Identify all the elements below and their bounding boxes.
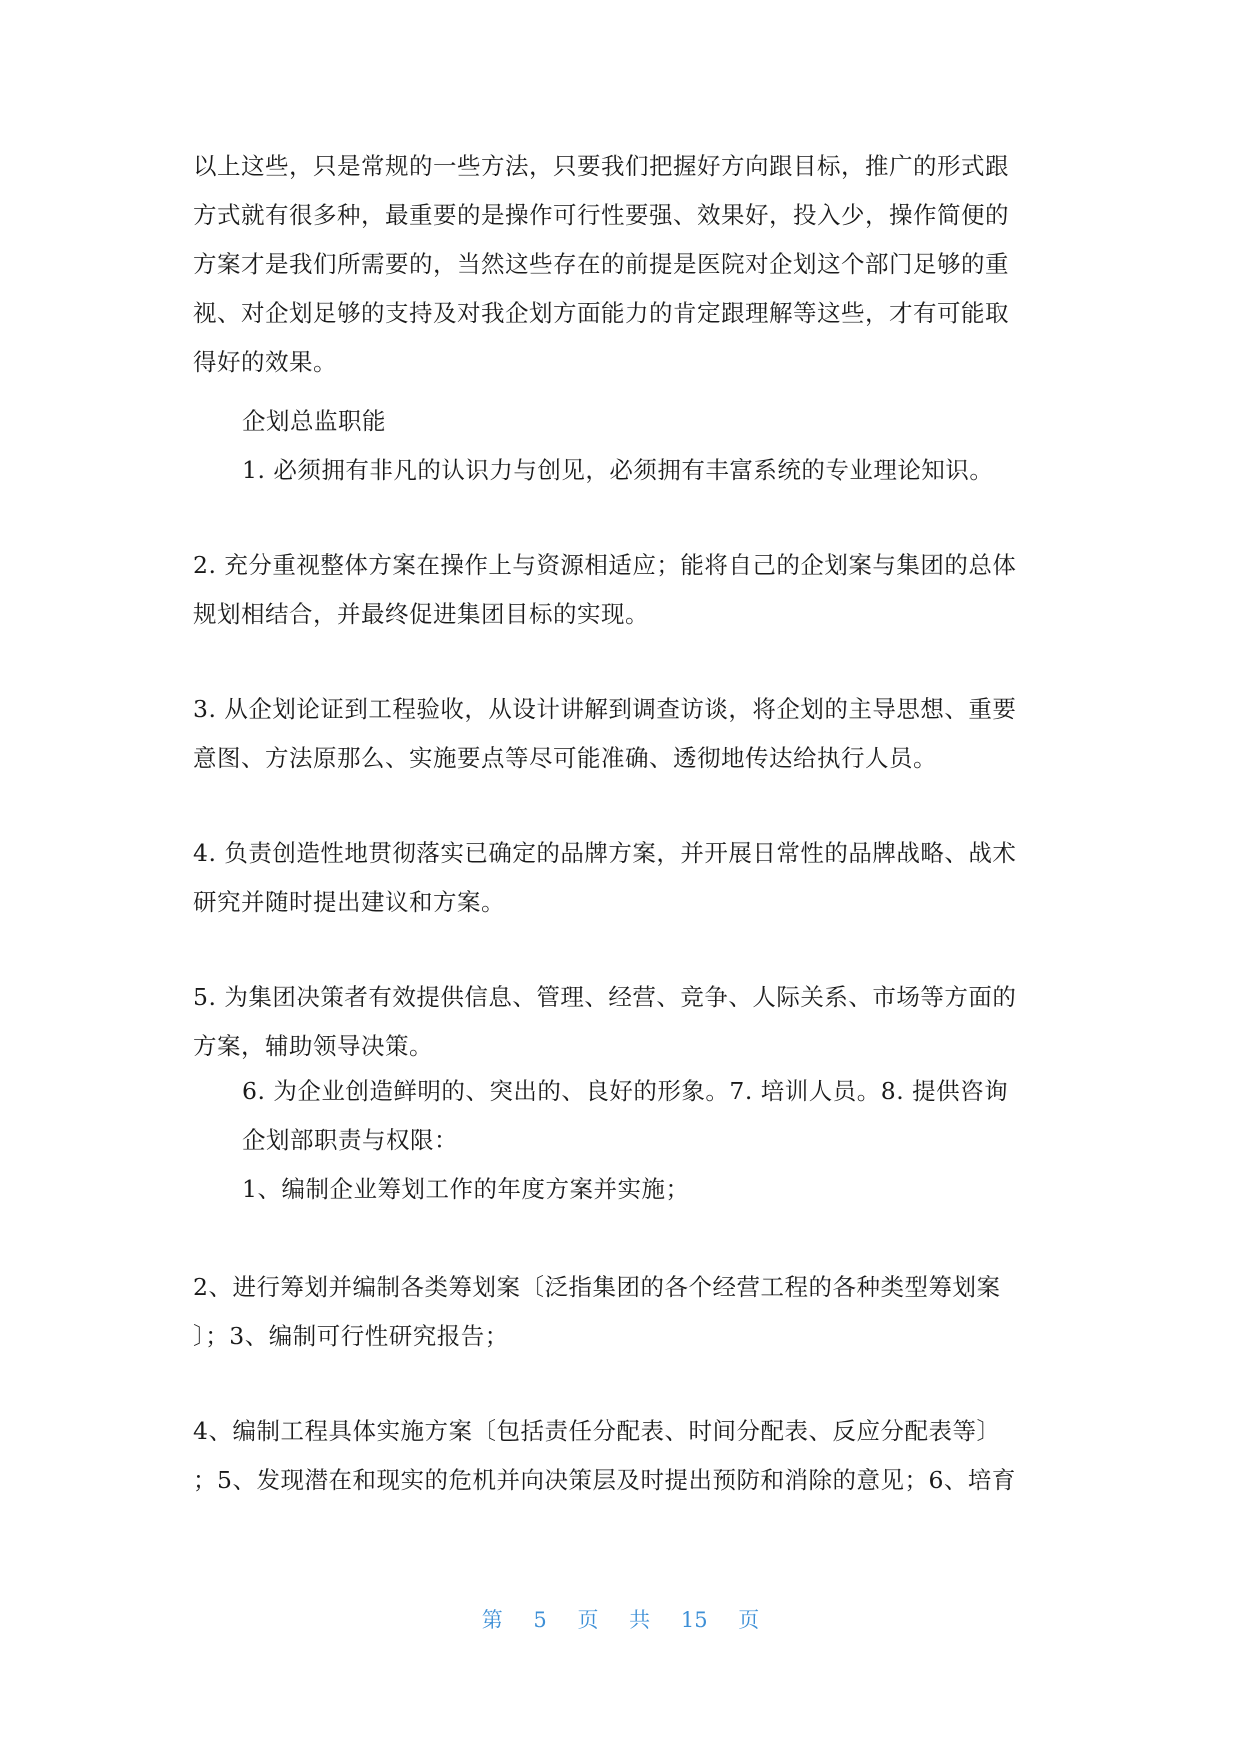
paragraph-line: 方式就有很多种，最重要的是操作可行性要强、效果好，投入少，操作简便的 xyxy=(193,201,1009,229)
paragraph-line: 规划相结合，并最终促进集团目标的实现。 xyxy=(193,600,649,628)
paragraph-line: 视、对企划足够的支持及对我企划方面能力的肯定跟理解等这些，才有可能取 xyxy=(193,299,1009,327)
total-page-count: 15 xyxy=(680,1608,708,1632)
footer-text: 页 xyxy=(577,1608,599,1632)
footer-text: 第 xyxy=(481,1608,503,1632)
section-title: 企划部职责与权限： xyxy=(242,1126,458,1154)
paragraph-line: 5. 为集团决策者有效提供信息、管理、经营、竞争、人际关系、市场等方面的 xyxy=(193,983,1017,1011)
intro-paragraph xyxy=(193,142,1055,387)
list-item-3 xyxy=(193,685,1055,783)
list-item-5 xyxy=(193,973,1055,1071)
paragraph-line: 4、编制工程具体实施方案〔包括责任分配表、时间分配表、反应分配表等〕 xyxy=(193,1417,1001,1445)
page-footer xyxy=(0,1604,1241,1634)
paragraph-line: 方案，辅助领导决策。 xyxy=(193,1032,433,1060)
paragraph-line: 2、进行筹划并编制各类筹划案〔泛指集团的各个经营工程的各种类型筹划案 xyxy=(193,1273,1001,1301)
paragraph-line: 意图、方法原那么、实施要点等尽可能准确、透彻地传达给执行人员。 xyxy=(193,744,937,772)
section-department-duties xyxy=(193,1067,1055,1214)
duty-2 xyxy=(193,1263,1055,1361)
list-item-2 xyxy=(193,541,1055,639)
duty-4 xyxy=(193,1407,1055,1505)
section-director-functions xyxy=(193,397,1055,495)
current-page-number: 5 xyxy=(533,1608,547,1632)
paragraph-line: 4. 负责创造性地贯彻落实已确定的品牌方案，并开展日常性的品牌战略、战术 xyxy=(193,839,1017,867)
list-item-4 xyxy=(193,829,1055,927)
paragraph-line: 〕；3、编制可行性研究报告； xyxy=(193,1322,509,1350)
paragraph-line: ；5、发现潜在和现实的危机并向决策层及时提出预防和消除的意见；6、培育 xyxy=(193,1466,1016,1494)
paragraph-line: 以上这些，只是常规的一些方法，只要我们把握好方向跟目标，推广的形式跟 xyxy=(193,152,1009,180)
list-item: 1、编制企业筹划工作的年度方案并实施； xyxy=(242,1175,690,1203)
footer-text: 页 xyxy=(738,1608,760,1632)
section-title: 企划总监职能 xyxy=(242,407,386,435)
paragraph-line: 得好的效果。 xyxy=(193,348,337,376)
paragraph-line: 3. 从企划论证到工程验收，从设计讲解到调查访谈，将企划的主导思想、重要 xyxy=(193,695,1017,723)
footer-text: 共 xyxy=(629,1608,651,1632)
list-item: 1. 必须拥有非凡的认识力与创见，必须拥有丰富系统的专业理论知识。 xyxy=(242,456,994,484)
paragraph-line: 研究并随时提出建议和方案。 xyxy=(193,888,505,916)
paragraph-line: 2. 充分重视整体方案在操作上与资源相适应；能将自己的企划案与集团的总体 xyxy=(193,551,1017,579)
paragraph-line: 方案才是我们所需要的，当然这些存在的前提是医院对企划这个部门足够的重 xyxy=(193,250,1009,278)
list-item: 6. 为企业创造鲜明的、突出的、良好的形象。7. 培训人员。8. 提供咨询 xyxy=(242,1077,1009,1105)
